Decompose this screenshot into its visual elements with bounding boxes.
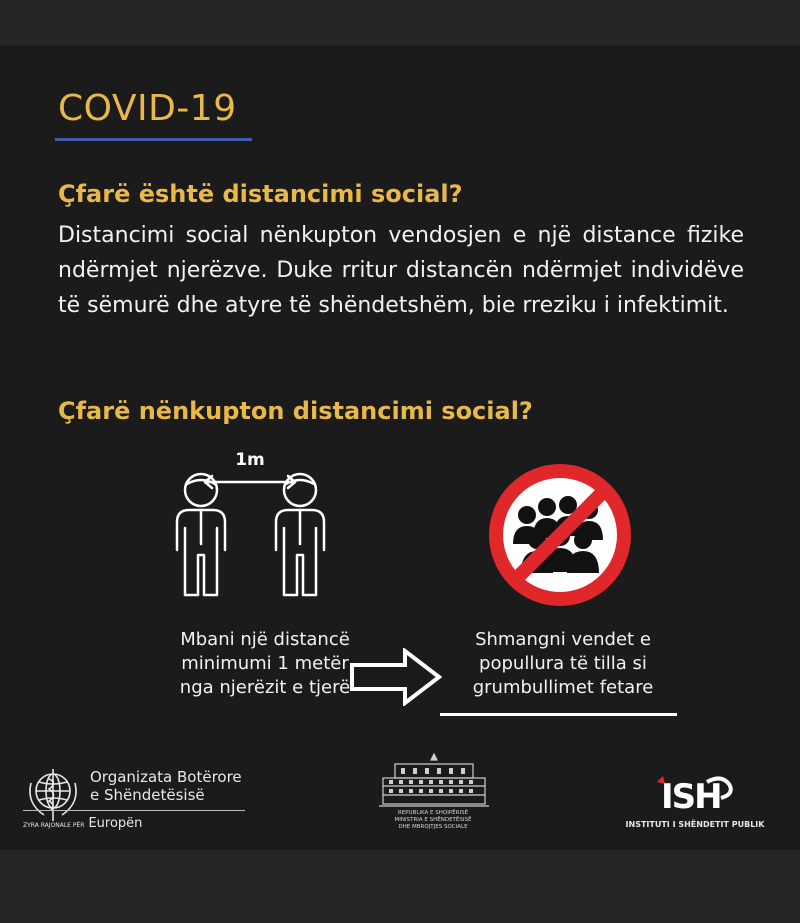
question-heading-2: Çfarë nënkupton distancimi social? — [58, 397, 533, 425]
ishp-logo-icon — [655, 768, 737, 816]
bottom-margin — [0, 850, 800, 923]
who-region: ZYRA RAJONALE PËR Europën — [23, 816, 143, 831]
infographic-panel — [0, 45, 800, 850]
title-underline — [55, 138, 252, 141]
question-heading-1: Çfarë është distancimi social? — [58, 180, 463, 208]
caption-avoid-crowds: Shmangni vendet e popullura të tilla si grumbullimet fetare — [472, 629, 654, 698]
caption-underline — [440, 713, 677, 716]
svg-text:ISH: ISH — [661, 777, 721, 816]
caption-keep-distance: Mbani një distancë minimumi 1 metër nga njerëzit e tjerë — [179, 629, 351, 698]
distance-label: 1m — [235, 450, 265, 470]
page-title: COVID-19 — [58, 88, 237, 129]
who-name: Organizata Botërore e Shëndetësisë — [90, 768, 242, 804]
ministry-building-icon — [375, 752, 493, 810]
two-people-icon — [165, 440, 340, 610]
top-margin — [0, 0, 800, 45]
ministry-name: REPUBLIKA E SHQIPËRISË MINISTRIA E SHËNDETËSISË DHE MBROJTJES SOCIALE — [394, 810, 472, 830]
arrow-right-outline-icon — [350, 648, 442, 706]
ishp-name: INSTITUTI I SHËNDETIT PUBLIK — [625, 820, 765, 829]
no-crowd-icon — [485, 460, 635, 610]
answer-paragraph: Distancimi social nënkupton vendosjen e një distance fizike ndërmjet njerëzve. Duke rritur distancën ndërmjet individëve të sëmurë dhe atyre të shëndetshëm, bie rreziku i infektimit. — [58, 223, 744, 318]
who-divider — [23, 810, 245, 811]
